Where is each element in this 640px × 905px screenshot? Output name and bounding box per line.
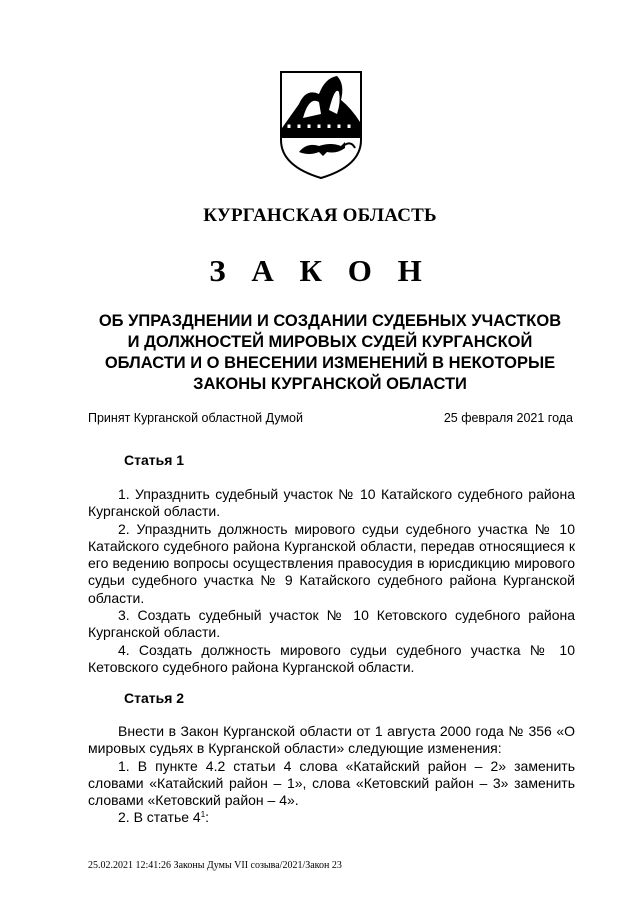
article-2-body (88, 723, 575, 827)
region-name: КУРГАНСКАЯ ОБЛАСТЬ (203, 205, 437, 226)
title-line: И ДОЛЖНОСТЕЙ МИРОВЫХ СУДЕЙ КУРГАНСКОЙ (127, 333, 533, 351)
article-2-heading: Статья 2 (124, 690, 185, 706)
article-2-item: 1. В пункте 4.2 статьи 4 слова «Катайский район – 2» заменить словами «Катайский район – 1», слова «Кетовский район – 3» заменить словами «Кетовский район – 4». (88, 757, 575, 809)
article-1-item: 3. Создать судебный участок № 10 Кетовского судебного района Курганской области. (88, 607, 575, 641)
article-2-intro: Внести в Закон Курганской области от 1 августа 2000 года № 356 «О мировых судьях в Курганской области» следующие изменения: (88, 723, 575, 757)
adoption-date: 25 февраля 2021 года (443, 411, 573, 425)
title-line: ЗАКОНЫ КУРГАНСКОЙ ОБЛАСТИ (193, 375, 467, 393)
article-2-item (88, 809, 575, 826)
title-line: ОБЛАСТИ И О ВНЕСЕНИИ ИЗМЕНЕНИЙ В НЕКОТОРЫЕ (104, 354, 556, 372)
document-type: З А К О Н (209, 253, 431, 288)
article-1-item: 2. Упразднить должность мирового судьи судебного участка № 10 Катайского судебного района Курганской области, передав относящиеся к его ведению вопросы осуществления правосудия в юрисдикцию мирового судьи судебного участка № 9 Катайского судебного района Курганской области. (88, 520, 575, 606)
article-1-body (88, 486, 575, 676)
document-footer: 25.02.2021 12:41:26 Законы Думы VII созыва/2021/Закон 23 (88, 860, 342, 871)
law-title (70, 311, 590, 395)
article-1-item: 1. Упразднить судебный участок № 10 Катайского судебного района Курганской области. (88, 486, 575, 520)
kurgan-coat-of-arms-icon (279, 70, 363, 180)
article-1-item: 4. Создать должность мирового судьи судебного участка № 10 Кетовского судебного района Курганской области. (88, 641, 575, 675)
adopted-by: Принят Курганской областной Думой (88, 411, 303, 425)
article-1-heading: Статья 1 (124, 452, 185, 468)
article-2-item-colon: : (205, 809, 210, 826)
article-2-item-text: 2. В статье 4 (118, 809, 201, 826)
title-line: ОБ УПРАЗДНЕНИИ И СОЗДАНИИ СУДЕБНЫХ УЧАСТКОВ (98, 312, 562, 330)
superscript: 1 (200, 810, 206, 820)
